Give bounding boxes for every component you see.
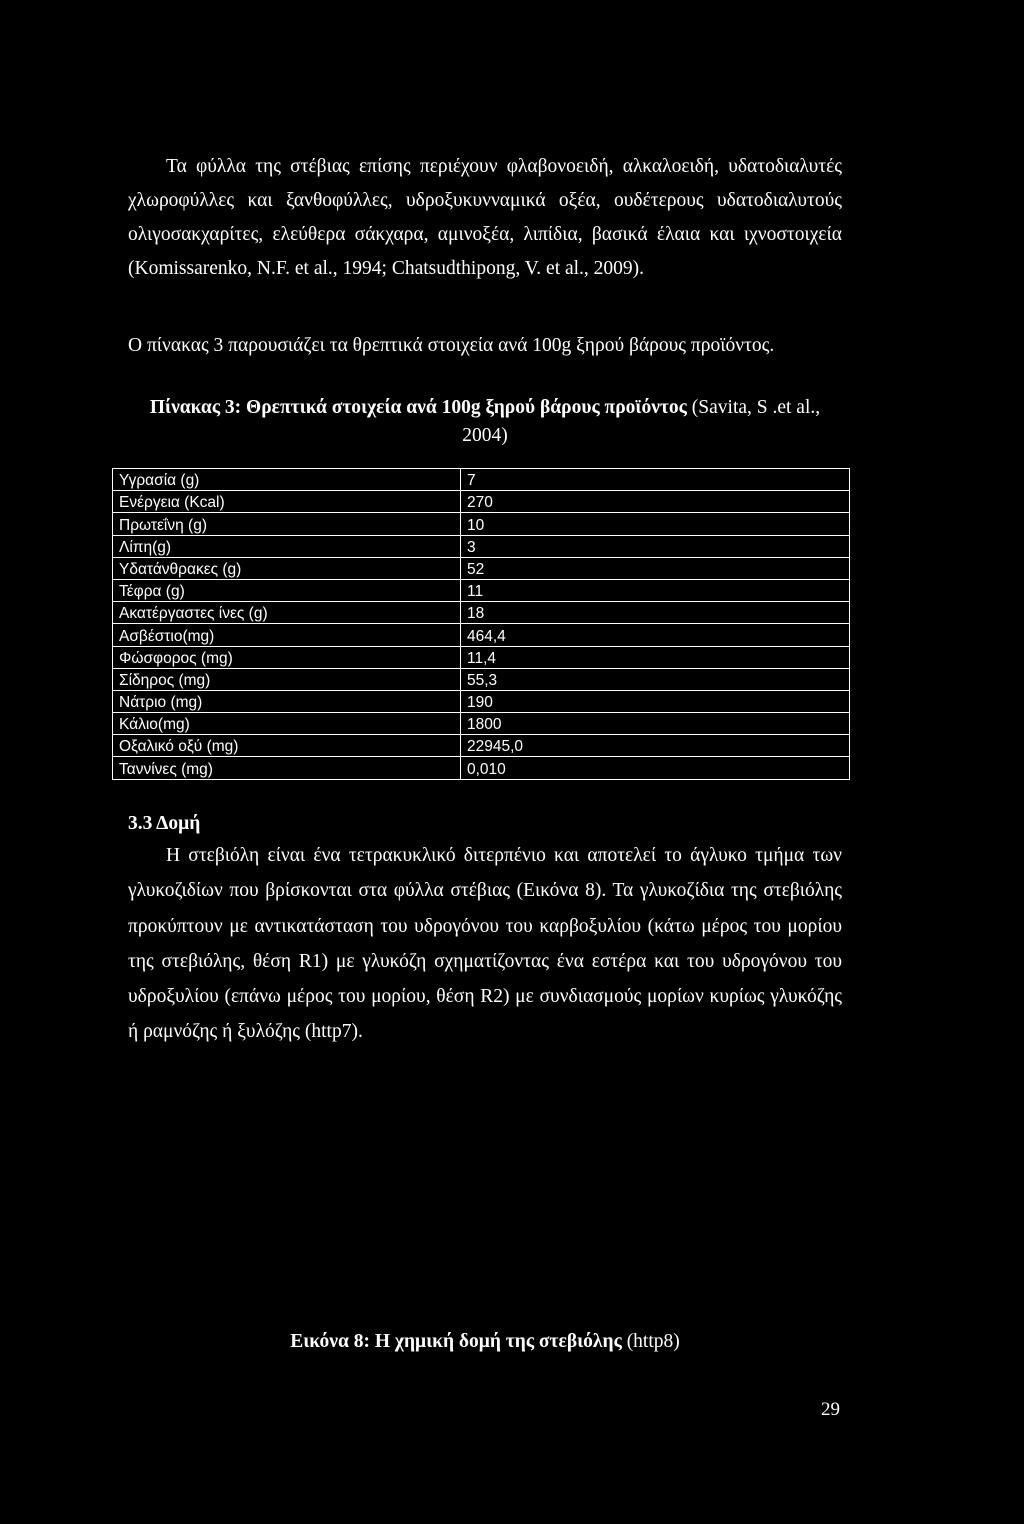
- table-row: [113, 513, 850, 535]
- nutrient-label: Κάλιο(mg): [113, 713, 461, 735]
- table-row: [113, 757, 850, 779]
- nutrient-label: Υδατάνθρακες (g): [113, 557, 461, 579]
- table-caption: [128, 394, 842, 450]
- nutrient-label: Ασβέστιο(mg): [113, 624, 461, 646]
- table-row: [113, 713, 850, 735]
- nutrient-label: Φώσφορος (mg): [113, 646, 461, 668]
- nutrient-value: 11: [461, 579, 850, 601]
- table-row: [113, 469, 850, 491]
- section-heading: 3.3 Δομή: [128, 813, 201, 834]
- nutrient-label: Ακατέργαστες ίνες (g): [113, 602, 461, 624]
- nutrient-value: 1800: [461, 713, 850, 735]
- table-row: [113, 668, 850, 690]
- nutrient-value: 52: [461, 557, 850, 579]
- nutrient-label: Ενέργεια (Kcal): [113, 491, 461, 513]
- nutrient-value: 0,010: [461, 757, 850, 779]
- nutrient-value: 464,4: [461, 624, 850, 646]
- table-row: [113, 735, 850, 757]
- table-caption-citation: (Savita, S .et al., 2004): [462, 397, 821, 446]
- nutrient-value: 270: [461, 491, 850, 513]
- nutrient-value: 18: [461, 602, 850, 624]
- nutrient-label: Νάτριο (mg): [113, 690, 461, 712]
- nutrient-label: Πρωτεΐνη (g): [113, 513, 461, 535]
- nutrient-label: Ταννίνες (mg): [113, 757, 461, 779]
- nutrient-label: Λίπη(g): [113, 535, 461, 557]
- nutrient-value: 3: [461, 535, 850, 557]
- nutrient-value: 190: [461, 690, 850, 712]
- nutrient-label: Τέφρα (g): [113, 579, 461, 601]
- paragraph-text: Τα φύλλα της στέβιας επίσης περιέχουν φλαβονοειδή, αλκαλοειδή, υδατοδιαλυτές χλωροφύλλες και ξανθοφύλλες, υδροξυκυνναμικά οξέα, ουδέτερους υδατοδιαλυτούς ολιγοσακχαρίτες, ελεύθερα σάκχαρα, αμινοξέα, λιπίδια, βασικά έλαια και ιχνοστοιχεία (Komissarenko, N.F. et al., 1994; Chatsudthipong, V. et al., 2009).: [128, 156, 842, 279]
- paragraph-text: Η στεβιόλη είναι ένα τετρακυκλικό διτερπένιο και αποτελεί το άγλυκο τμήμα των γλυκοζιδίων που βρίσκονται στα φύλλα στέβιας (Εικόνα 8). Τα γλυκοζίδια της στεβιόλης προκύπτουν με αντικατάσταση του υδρογόνου του καρβοξυλίου (κάτω μέρος του μορίου της στεβιόλης, θέση R1) με γλυκόζη σχηματίζοντας ένα εστέρα και του υδρογόνου του υδροξυλίου (επάνω μέρος του μορίου, θέση R2) με συνδιασμούς μορίων κυρίως γλυκόζης ή ραμνόζης ή ξυλόζης (http7).: [128, 845, 842, 1043]
- figure-caption-title: Εικόνα 8: Η χημική δομή της στεβιόλης: [290, 1331, 622, 1352]
- nutrient-value: 22945,0: [461, 735, 850, 757]
- table-row: [113, 491, 850, 513]
- nutrient-value: 11,4: [461, 646, 850, 668]
- table-intro-text: Ο πίνακας 3 παρουσιάζει τα θρεπτικά στοιχεία ανά 100g ξηρού βάρους προϊόντος.: [128, 335, 775, 356]
- nutrient-label: Σίδηρος (mg): [113, 668, 461, 690]
- table-row: [113, 690, 850, 712]
- table-row: [113, 579, 850, 601]
- table-row: [113, 646, 850, 668]
- nutrient-value: 7: [461, 469, 850, 491]
- table-caption-title: Πίνακας 3: Θρεπτικά στοιχεία ανά 100g ξηρού βάρους προϊόντος: [149, 397, 687, 418]
- nutrient-value: 10: [461, 513, 850, 535]
- nutrient-label: Οξαλικό οξύ (mg): [113, 735, 461, 757]
- figure-caption-citation: (http8): [621, 1331, 680, 1352]
- nutrient-label: Υγρασία (g): [113, 469, 461, 491]
- nutrient-value: 55,3: [461, 668, 850, 690]
- table-row: [113, 602, 850, 624]
- paragraph-flavonoids: [128, 150, 842, 286]
- paragraph-structure: [128, 838, 842, 1050]
- nutrient-table: [112, 468, 850, 780]
- table-row: [113, 624, 850, 646]
- figure-caption: [128, 1328, 842, 1356]
- page-number: 29: [821, 1399, 840, 1420]
- table-row: [113, 557, 850, 579]
- table-row: [113, 535, 850, 557]
